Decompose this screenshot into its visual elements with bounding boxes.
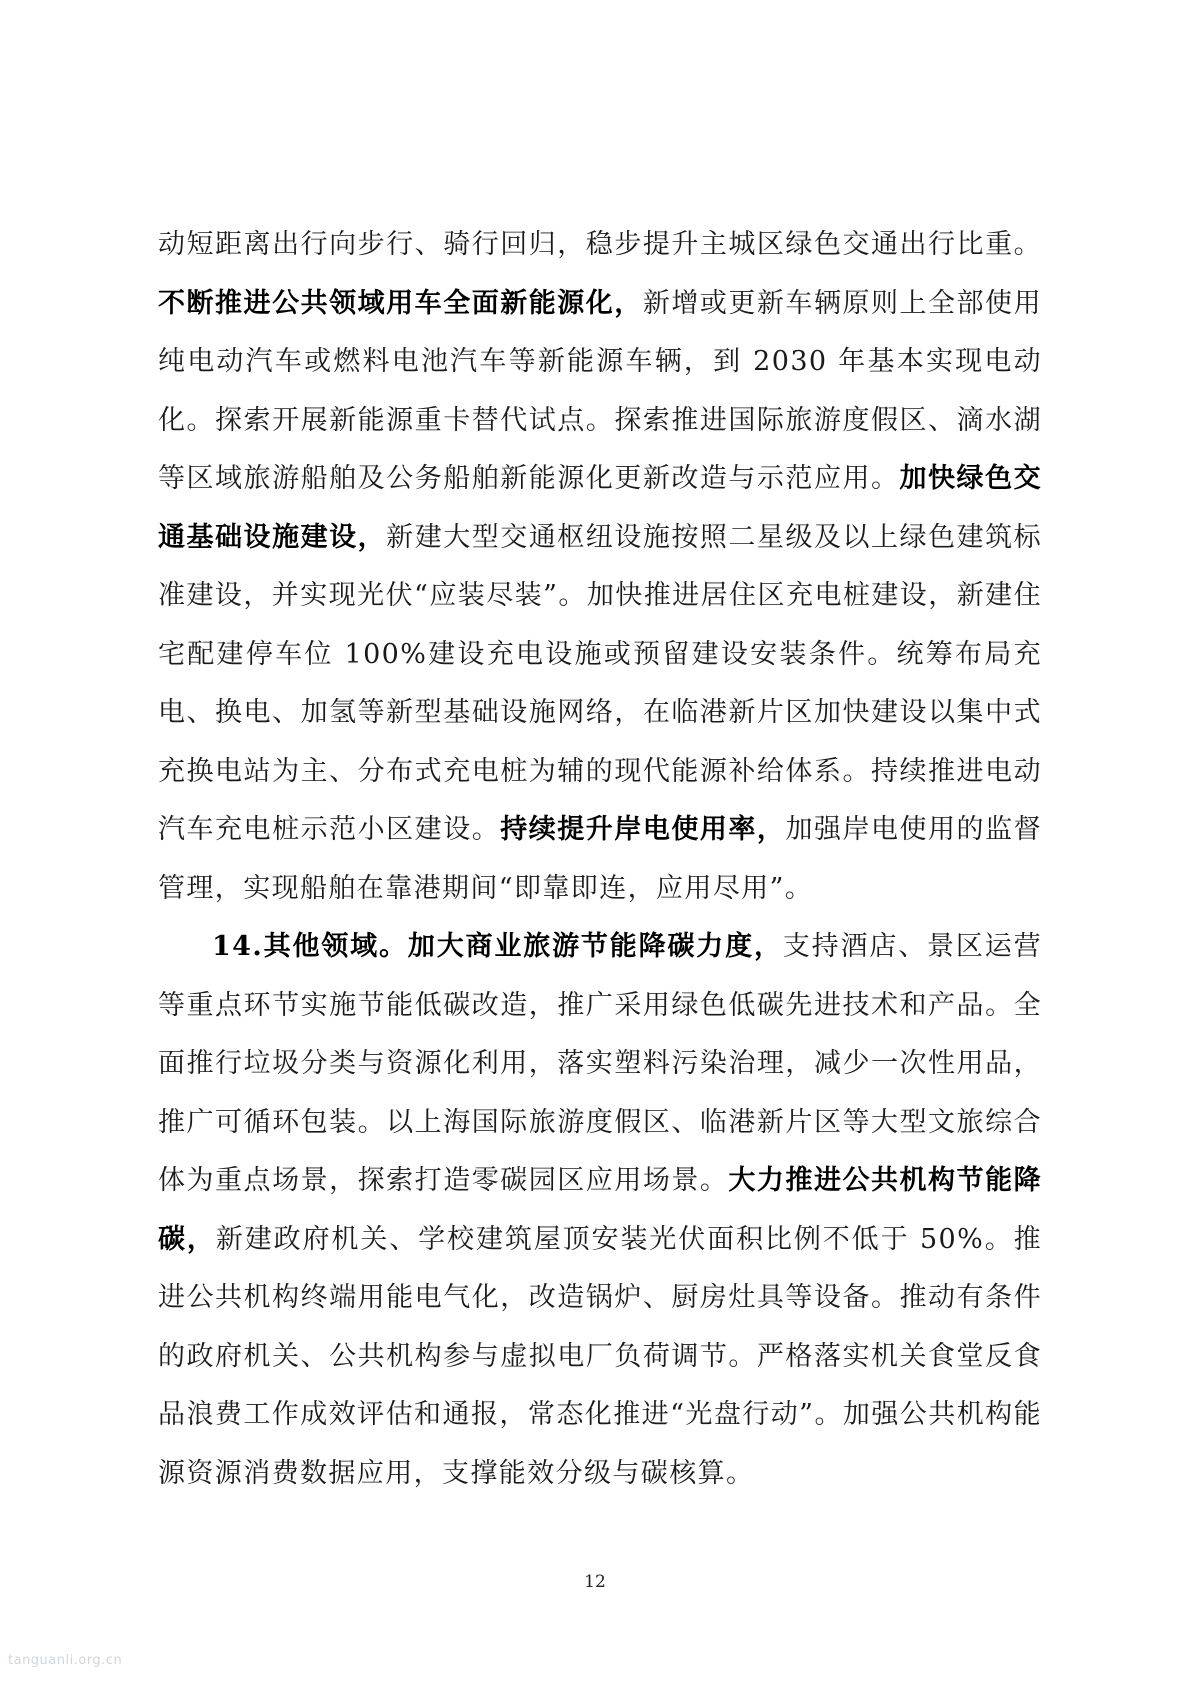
page-number: 12 bbox=[584, 1572, 606, 1592]
text-segment: 加强岸电使用的监督管理，实现船舶在靠港期间“即靠即连，应用尽用”。 bbox=[158, 814, 1042, 904]
text-segment: 新建政府机关、学校建筑屋顶安装光伏面积比例不低于 50%。推进公共机构终端用能电气化，改造锅炉、厨房灶具等设备。推动有条件的政府机关、公共机构参与虚拟电厂负荷调节。严格落实机关食堂反食品浪费工作成效评估和通报，常态化推进“光盘行动”。加强公共机构能源资源消费数据应用，支撑能效分级与碳核算。 bbox=[158, 1223, 1042, 1489]
bold-heading-public-institutions: 大力推进公共机构节能降碳， bbox=[158, 1165, 1043, 1255]
text-segment: 动短距离出行向步行、骑行回归，稳步提升主城区绿色交通出行比重。 bbox=[158, 229, 1042, 260]
paragraph-other-fields bbox=[158, 918, 1042, 1503]
text-segment: 支持酒店、景区运营等重点环节实施节能低碳改造，推广采用绿色低碳先进技术和产品。全面推行垃圾分类与资源化利用，落实塑料污染治理，减少一次性用品，推广可循环包装。以上海国际旅游度假区、临港新片区等大型文旅综合体为重点场景，探索打造零碳园区应用场景。 bbox=[158, 931, 1042, 1196]
text-segment: 新增或更新车辆原则上全部使用纯电动汽车或燃料电池汽车等新能源车辆，到 2030 年基本实现电动化。探索开展新能源重卡替代试点。探索推进国际旅游度假区、滴水湖等区域旅游船舶及公务船舶新能源化更新改造与示范应用。 bbox=[158, 287, 1042, 494]
text-segment: 新建大型交通枢纽设施按照二星级及以上绿色建筑标准建设，并实现光伏“应装尽装”。加快推进居住区充电桩建设，新建住宅配建停车位 100%建设充电设施或预留建设安装条件。统筹布局充电、换电、加氢等新型基础设施网络，在临港新片区加快建设以集中式充换电站为主、分布式充电桩为辅的现代能源补给体系。持续推进电动汽车充电桩示范小区建设。 bbox=[158, 521, 1043, 845]
bold-heading-new-energy-vehicles: 不断推进公共领域用车全面新能源化， bbox=[158, 287, 643, 319]
bold-heading-other-fields: 14.其他领域。加大商业旅游节能降碳力度， bbox=[212, 931, 783, 962]
bold-heading-green-transport-infrastructure: 加快绿色交通基础设施建设， bbox=[158, 463, 1042, 553]
bold-heading-shore-power: 持续提升岸电使用率， bbox=[500, 814, 786, 845]
watermark: tanguanli.org.cn bbox=[8, 1653, 123, 1668]
paragraph-transport bbox=[158, 216, 1042, 918]
document-body bbox=[158, 216, 1042, 1503]
